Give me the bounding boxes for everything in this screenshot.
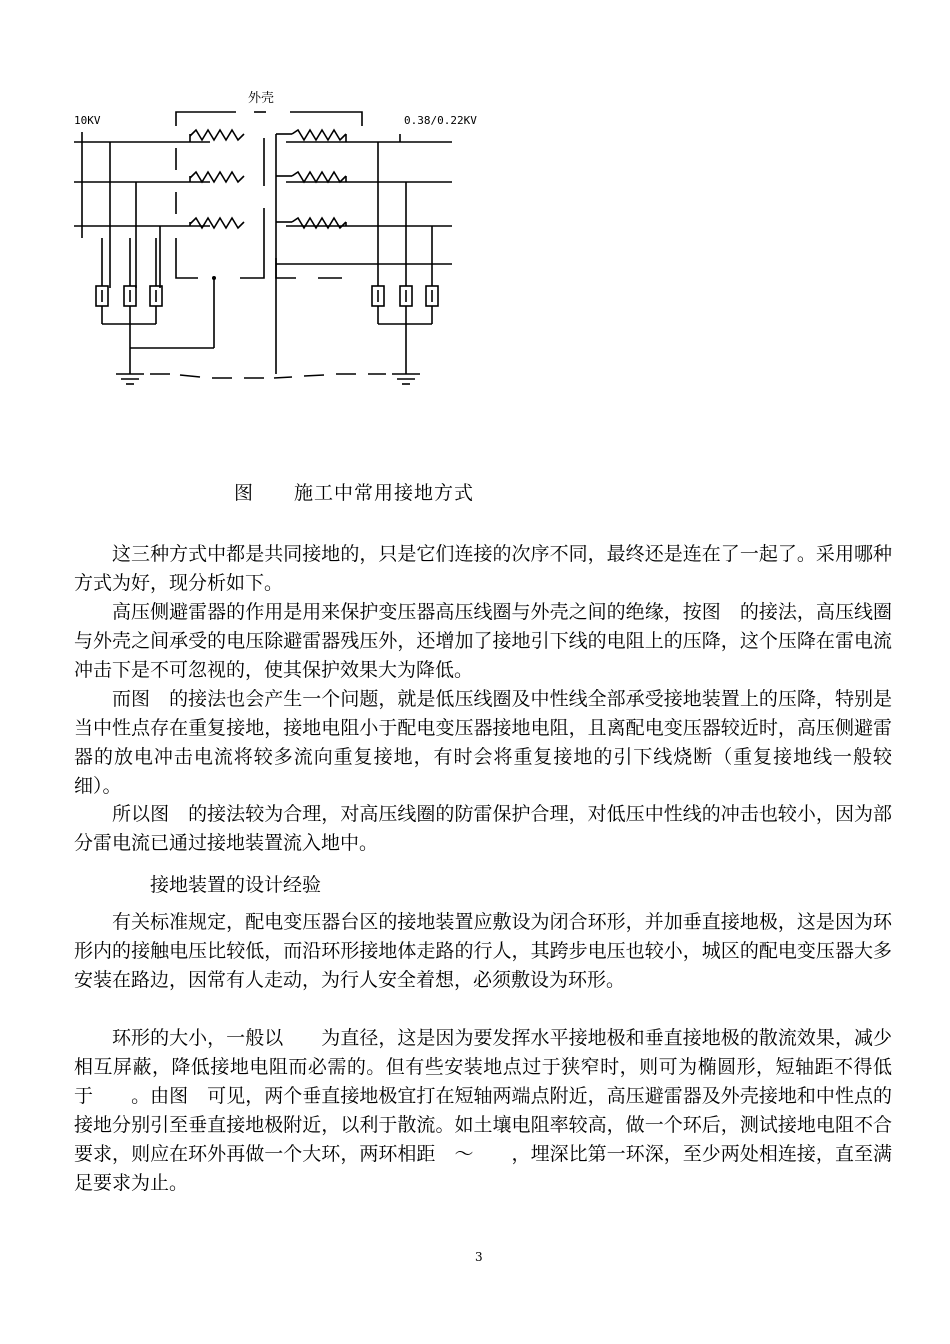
hv-voltage-label: 10KV — [74, 114, 101, 127]
paragraph-2 — [74, 598, 892, 685]
hv-phase-lines — [74, 142, 210, 226]
paragraph-3-text: 而图 的接法也会产生一个问题，就是低压线圈及中性线全部承受接地装置上的压降，特别是当中性点存在重复接地，接地电阻小于配电变压器接地电阻，且离配电变压器较近时，高压侧避雷器的放电冲击电流将较多流向重复接地，有时会将重复接地的引下线烧断（重复接地线一般较细）。 — [74, 688, 892, 797]
lv-voltage-label: 0.38/0.22KV — [404, 114, 477, 127]
paragraph-6-text: 环形的大小，一般以 为直径，这是因为要发挥水平接地极和垂直接地极的散流效果，减少相互屏蔽，降低接地电阻而必需的。但有些安装地点过于狭窄时，则可为椭圆形，短轴距不得低于 。由图 可见，两个垂直接地极宜打在短轴两端点附近，高压避雷器及外壳接地和中性点的接地分别引至垂直接地极附近，以利于散流。如土壤电阻率较高，做一个环后，测试接地电阻不合要求，则应在环外再做一个大环，两环相距 ～ ，埋深比第一环深，至少两处相连接，直至满足要求为止。 — [74, 1027, 892, 1194]
hv-feeders — [82, 132, 160, 288]
lv-phase-lines — [276, 142, 452, 264]
paragraph-2-text: 高压侧避雷器的作用是用来保护变压器高压线圈与外壳之间的绝缘，按图 的接法，高压线圈与外壳之间承受的电压除避雷器残压外，还增加了接地引下线的电阻上的压降，这个压降在雷电流冲击下是不可忽视的，使其保护效果大为降低。 — [74, 601, 892, 681]
paragraph-1-text: 这三种方式中都是共同接地的，只是它们连接的次序不同，最终还是连在了一起了。采用哪种方式为好，现分析如下。 — [74, 543, 892, 594]
paragraph-4-text: 所以图 的接法较为合理，对高压线圈的防雷保护合理，对低压中性线的冲击也较小，因为部分雷电流已通过接地装置流入地中。 — [74, 803, 892, 854]
paragraph-5-text: 有关标准规定，配电变压器台区的接地装置应敷设为闭合环形，并加垂直接地极，这是因为环形内的接触电压比较低，而沿环形接地体走路的行人，其跨步电压也较小，城区的配电变压器大多安装在路边，因常有人走动，为行人安全着想，必须敷设为环形。 — [74, 911, 892, 991]
lv-arresters — [372, 286, 438, 374]
grounding-diagram — [60, 78, 500, 398]
paragraph-1 — [74, 540, 892, 598]
ground-connection-dashed — [150, 374, 386, 378]
paragraph-4 — [74, 800, 892, 858]
section-heading: 接地装置的设计经验 — [150, 874, 322, 896]
paragraph-3 — [74, 685, 892, 801]
ground-symbol-left — [116, 374, 144, 384]
figure-caption: 图 施工中常用接地方式 — [234, 482, 475, 504]
housing-ground-point — [212, 276, 216, 280]
hv-arresters — [96, 286, 162, 374]
lv-windings — [276, 130, 346, 264]
housing-label: 外壳 — [248, 91, 275, 106]
grounding-circuit-svg — [60, 78, 500, 398]
paragraph-6 — [74, 1024, 892, 1198]
ground-leads — [130, 264, 276, 374]
page-number: 3 — [475, 1250, 483, 1264]
ground-symbol-right — [392, 374, 420, 384]
paragraph-5 — [74, 908, 892, 995]
hv-windings — [190, 130, 244, 228]
